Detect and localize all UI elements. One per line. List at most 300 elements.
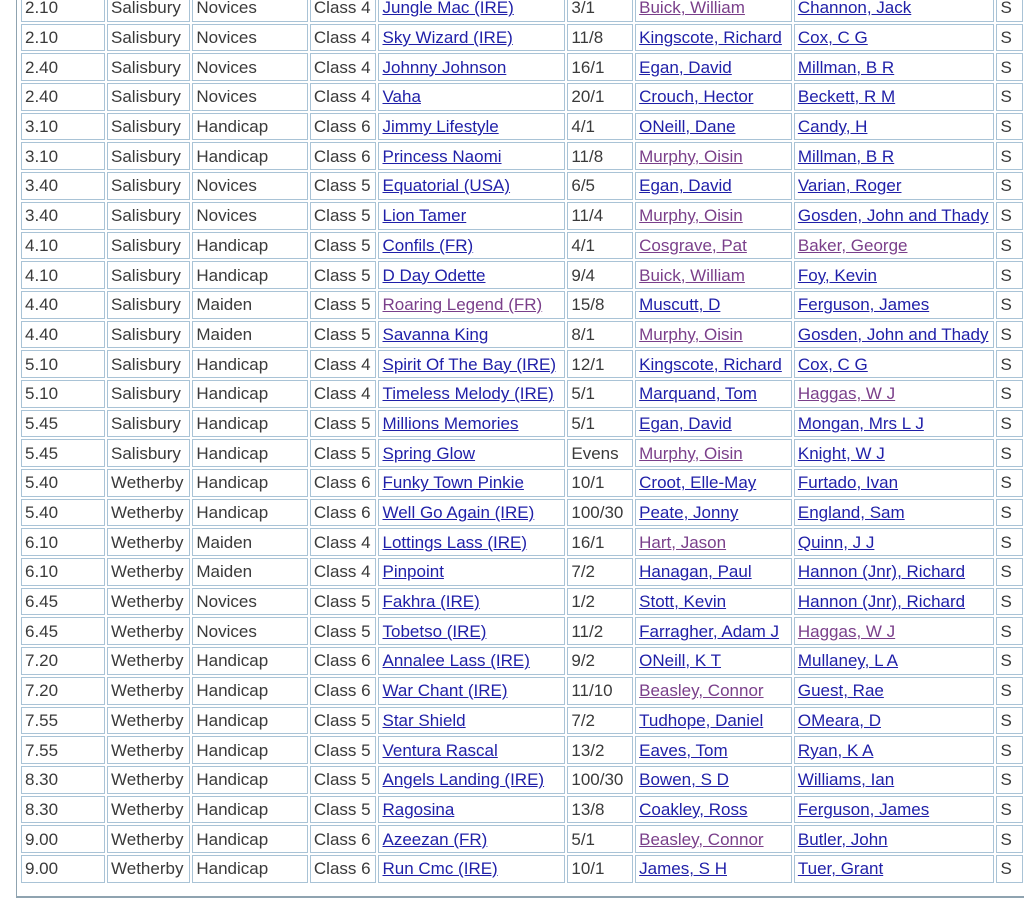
odds: 15/8	[567, 291, 633, 319]
trainer-link[interactable]: Furtado, Ivan	[797, 473, 899, 493]
jockey-link[interactable]: Bowen, S D	[639, 770, 729, 790]
odds: 3/1	[567, 0, 633, 22]
odds: 5/1	[567, 825, 633, 853]
trainer-cell	[794, 232, 995, 260]
horse-link[interactable]: Funky Town Pinkie	[382, 473, 524, 493]
table-row	[21, 647, 1023, 675]
race-type: Novices	[192, 617, 308, 645]
horse-link[interactable]: Timeless Melody (IRE)	[382, 384, 554, 404]
trainer-link[interactable]: Quinn, J J	[797, 532, 875, 552]
odds: 11/8	[567, 142, 633, 170]
race-time: 9.00	[21, 825, 105, 853]
odds: 1/2	[567, 588, 633, 616]
table-row	[21, 677, 1023, 705]
race-class: Class 6	[310, 855, 377, 883]
race-time: 5.45	[21, 410, 105, 438]
race-type: Handicap	[192, 380, 308, 408]
odds: 4/1	[567, 113, 633, 141]
horse-link[interactable]: Angels Landing (IRE)	[382, 770, 545, 790]
race-type: Maiden	[192, 291, 308, 319]
race-type: Novices	[192, 83, 308, 111]
jockey-link[interactable]: Hanagan, Paul	[639, 562, 752, 582]
jockey-link[interactable]: Stott, Kevin	[639, 592, 727, 612]
trainer-cell	[794, 647, 995, 675]
jockey-link[interactable]: Murphy, Oisin	[639, 324, 743, 344]
odds: 11/4	[567, 202, 633, 230]
race-class: Class 6	[310, 469, 377, 497]
jockey-cell	[635, 172, 792, 200]
horse-cell	[378, 736, 565, 764]
course-name: Salisbury	[107, 202, 190, 230]
race-class: Class 4	[310, 350, 377, 378]
jockey-cell	[635, 528, 792, 556]
jockey-link[interactable]: Buick, William	[639, 0, 745, 18]
odds: 16/1	[567, 528, 633, 556]
race-time: 5.40	[21, 469, 105, 497]
race-time: 6.10	[21, 558, 105, 586]
horse-link[interactable]: Sky Wizard (IRE)	[382, 28, 513, 48]
truncated-column: S	[996, 558, 1023, 586]
trainer-cell	[794, 350, 995, 378]
table-row	[21, 261, 1023, 289]
jockey-cell	[635, 855, 792, 883]
race-class: Class 4	[310, 24, 377, 52]
odds: 9/4	[567, 261, 633, 289]
race-class: Class 5	[310, 232, 377, 260]
jockey-link[interactable]: Kingscote, Richard	[639, 354, 782, 374]
jockey-cell	[635, 321, 792, 349]
trainer-cell	[794, 469, 995, 497]
jockey-cell	[635, 825, 792, 853]
horse-link[interactable]: Well Go Again (IRE)	[382, 503, 535, 523]
jockey-link[interactable]: Egan, David	[639, 413, 732, 433]
trainer-cell	[794, 736, 995, 764]
truncated-column: S	[996, 232, 1023, 260]
jockey-link[interactable]: Murphy, Oisin	[639, 146, 743, 166]
jockey-link[interactable]: Buick, William	[639, 265, 745, 285]
horse-link[interactable]: Jimmy Lifestyle	[382, 117, 499, 137]
trainer-link[interactable]: Gosden, John and Thady	[797, 324, 989, 344]
race-type: Maiden	[192, 528, 308, 556]
truncated-column: S	[996, 261, 1023, 289]
trainer-link[interactable]: Mongan, Mrs L J	[797, 413, 924, 433]
course-name: Salisbury	[107, 0, 190, 22]
table-row	[21, 439, 1023, 467]
jockey-cell	[635, 499, 792, 527]
horse-cell	[378, 380, 565, 408]
horse-link[interactable]: D Day Odette	[382, 265, 486, 285]
trainer-link[interactable]: Ferguson, James	[797, 799, 930, 819]
race-time: 3.40	[21, 202, 105, 230]
jockey-link[interactable]: Marquand, Tom	[639, 384, 757, 404]
jockey-link[interactable]: Egan, David	[639, 57, 732, 77]
course-name: Salisbury	[107, 232, 190, 260]
table-row	[21, 0, 1023, 22]
trainer-link[interactable]: Foy, Kevin	[797, 265, 877, 285]
horse-link[interactable]: Ventura Rascal	[382, 740, 498, 760]
course-name: Wetherby	[107, 825, 190, 853]
trainer-cell	[794, 617, 995, 645]
course-name: Salisbury	[107, 410, 190, 438]
race-time: 2.40	[21, 83, 105, 111]
race-type: Handicap	[192, 469, 308, 497]
jockey-link[interactable]: James, S H	[639, 859, 727, 879]
odds: 8/1	[567, 321, 633, 349]
horse-cell	[378, 232, 565, 260]
truncated-column: S	[996, 736, 1023, 764]
trainer-link[interactable]: Mullaney, L A	[797, 651, 899, 671]
table-row	[21, 113, 1023, 141]
jockey-link[interactable]: Coakley, Ross	[639, 799, 748, 819]
odds: 10/1	[567, 469, 633, 497]
horse-link[interactable]: Confils (FR)	[382, 235, 474, 255]
horse-cell	[378, 647, 565, 675]
race-time: 5.40	[21, 499, 105, 527]
race-type: Handicap	[192, 736, 308, 764]
truncated-column: S	[996, 53, 1023, 81]
trainer-cell	[794, 766, 995, 794]
jockey-cell	[635, 0, 792, 22]
race-class: Class 4	[310, 380, 377, 408]
race-time: 4.40	[21, 321, 105, 349]
horse-link[interactable]: Annalee Lass (IRE)	[382, 651, 530, 671]
trainer-link[interactable]: Cox, C G	[797, 28, 868, 48]
race-class: Class 6	[310, 825, 377, 853]
truncated-column: S	[996, 83, 1023, 111]
trainer-cell	[794, 410, 995, 438]
jockey-link[interactable]: Cosgrave, Pat	[639, 235, 747, 255]
course-name: Salisbury	[107, 172, 190, 200]
race-class: Class 5	[310, 736, 377, 764]
horse-link[interactable]: Vaha	[382, 87, 421, 107]
jockey-link[interactable]: Kingscote, Richard	[639, 28, 782, 48]
trainer-cell	[794, 113, 995, 141]
jockey-cell	[635, 766, 792, 794]
race-class: Class 4	[310, 528, 377, 556]
race-type: Handicap	[192, 499, 308, 527]
race-type: Handicap	[192, 766, 308, 794]
course-name: Salisbury	[107, 83, 190, 111]
race-type: Handicap	[192, 113, 308, 141]
race-class: Class 5	[310, 321, 377, 349]
truncated-column: S	[996, 499, 1023, 527]
trainer-link[interactable]: Hannon (Jnr), Richard	[797, 592, 966, 612]
jockey-link[interactable]: Farragher, Adam J	[639, 621, 779, 641]
jockey-link[interactable]: Murphy, Oisin	[639, 443, 743, 463]
race-class: Class 4	[310, 0, 377, 22]
horse-cell	[378, 202, 565, 230]
jockey-link[interactable]: ONeill, K T	[639, 651, 722, 671]
horse-cell	[378, 291, 565, 319]
jockey-link[interactable]: Hart, Jason	[639, 532, 727, 552]
jockey-link[interactable]: Murphy, Oisin	[639, 206, 743, 226]
table-row	[21, 202, 1023, 230]
race-time: 4.40	[21, 291, 105, 319]
jockey-cell	[635, 83, 792, 111]
jockey-cell	[635, 617, 792, 645]
race-type: Novices	[192, 172, 308, 200]
course-name: Salisbury	[107, 24, 190, 52]
trainer-link[interactable]: Beckett, R M	[797, 87, 896, 107]
table-row	[21, 617, 1023, 645]
horse-link[interactable]: Lion Tamer	[382, 206, 467, 226]
race-type: Maiden	[192, 321, 308, 349]
race-time: 5.10	[21, 380, 105, 408]
race-class: Class 5	[310, 766, 377, 794]
trainer-cell	[794, 53, 995, 81]
horse-link[interactable]: Spirit Of The Bay (IRE)	[382, 354, 556, 374]
horse-link[interactable]: Princess Naomi	[382, 146, 502, 166]
jockey-link[interactable]: Croot, Elle-May	[639, 473, 757, 493]
trainer-cell	[794, 261, 995, 289]
race-time: 9.00	[21, 855, 105, 883]
trainer-cell	[794, 202, 995, 230]
race-class: Class 6	[310, 677, 377, 705]
truncated-column: S	[996, 855, 1023, 883]
trainer-link[interactable]: Knight, W J	[797, 443, 885, 463]
horse-link[interactable]: Lottings Lass (IRE)	[382, 532, 528, 552]
jockey-cell	[635, 291, 792, 319]
race-class: Class 5	[310, 707, 377, 735]
horse-cell	[378, 528, 565, 556]
jockey-link[interactable]: Peate, Jonny	[639, 503, 739, 523]
jockey-link[interactable]: Beasley, Connor	[639, 829, 764, 849]
trainer-link[interactable]: Ferguson, James	[797, 295, 930, 315]
horse-link[interactable]: Tobetso (IRE)	[382, 621, 487, 641]
race-selections-table	[19, 0, 1024, 885]
trainer-link[interactable]: Guest, Rae	[797, 681, 884, 701]
race-type: Handicap	[192, 142, 308, 170]
odds: 10/1	[567, 855, 633, 883]
race-time: 7.20	[21, 677, 105, 705]
race-type: Handicap	[192, 855, 308, 883]
horse-link[interactable]: Azeezan (FR)	[382, 829, 488, 849]
jockey-cell	[635, 24, 792, 52]
jockey-cell	[635, 410, 792, 438]
course-name: Salisbury	[107, 261, 190, 289]
trainer-link[interactable]: Channon, Jack	[797, 0, 912, 18]
trainer-link[interactable]: Butler, John	[797, 829, 888, 849]
trainer-cell	[794, 83, 995, 111]
table-row	[21, 736, 1023, 764]
race-time: 6.10	[21, 528, 105, 556]
odds: 13/2	[567, 736, 633, 764]
trainer-link[interactable]: England, Sam	[797, 503, 905, 523]
race-time: 2.40	[21, 53, 105, 81]
jockey-link[interactable]: Muscutt, D	[639, 295, 721, 315]
race-class: Class 5	[310, 202, 377, 230]
truncated-column: S	[996, 321, 1023, 349]
table-row	[21, 766, 1023, 794]
race-time: 6.45	[21, 588, 105, 616]
horse-cell	[378, 113, 565, 141]
jockey-link[interactable]: ONeill, Dane	[639, 117, 736, 137]
truncated-column: S	[996, 142, 1023, 170]
jockey-link[interactable]: Beasley, Connor	[639, 681, 764, 701]
race-table-container	[16, 0, 1024, 898]
race-class: Class 5	[310, 796, 377, 824]
horse-link[interactable]: Spring Glow	[382, 443, 476, 463]
jockey-link[interactable]: Tudhope, Daniel	[639, 710, 764, 730]
horse-link[interactable]: Equatorial (USA)	[382, 176, 511, 196]
jockey-cell	[635, 380, 792, 408]
truncated-column: S	[996, 113, 1023, 141]
odds: 100/30	[567, 499, 633, 527]
horse-cell	[378, 499, 565, 527]
race-type: Novices	[192, 24, 308, 52]
jockey-cell	[635, 142, 792, 170]
jockey-cell	[635, 53, 792, 81]
odds: 4/1	[567, 232, 633, 260]
trainer-link[interactable]: Varian, Roger	[797, 176, 902, 196]
truncated-column: S	[996, 439, 1023, 467]
race-time: 8.30	[21, 796, 105, 824]
horse-link[interactable]: Jungle Mac (IRE)	[382, 0, 514, 18]
horse-link[interactable]: Fakhra (IRE)	[382, 592, 480, 612]
horse-link[interactable]: Pinpoint	[382, 562, 444, 582]
race-class: Class 4	[310, 53, 377, 81]
jockey-cell	[635, 439, 792, 467]
odds: 11/10	[567, 677, 633, 705]
odds: 20/1	[567, 83, 633, 111]
horse-cell	[378, 766, 565, 794]
horse-cell	[378, 350, 565, 378]
trainer-cell	[794, 825, 995, 853]
horse-link[interactable]: War Chant (IRE)	[382, 681, 508, 701]
jockey-cell	[635, 796, 792, 824]
odds: Evens	[567, 439, 633, 467]
course-name: Wetherby	[107, 736, 190, 764]
table-row	[21, 291, 1023, 319]
race-type: Novices	[192, 588, 308, 616]
trainer-link[interactable]: Candy, H	[797, 117, 868, 137]
jockey-link[interactable]: Eaves, Tom	[639, 740, 728, 760]
truncated-column: S	[996, 291, 1023, 319]
course-name: Salisbury	[107, 380, 190, 408]
race-class: Class 5	[310, 261, 377, 289]
trainer-link[interactable]: Millman, B R	[797, 57, 895, 77]
jockey-cell	[635, 588, 792, 616]
course-name: Wetherby	[107, 528, 190, 556]
course-name: Salisbury	[107, 142, 190, 170]
course-name: Salisbury	[107, 321, 190, 349]
jockey-cell	[635, 202, 792, 230]
race-class: Class 6	[310, 499, 377, 527]
race-type: Handicap	[192, 796, 308, 824]
race-type: Maiden	[192, 558, 308, 586]
truncated-column: S	[996, 0, 1023, 22]
horse-cell	[378, 796, 565, 824]
trainer-link[interactable]: Millman, B R	[797, 146, 895, 166]
odds: 16/1	[567, 53, 633, 81]
trainer-cell	[794, 172, 995, 200]
trainer-link[interactable]: Baker, George	[797, 235, 908, 255]
jockey-link[interactable]: Egan, David	[639, 176, 732, 196]
race-type: Handicap	[192, 707, 308, 735]
table-row	[21, 321, 1023, 349]
course-name: Wetherby	[107, 707, 190, 735]
horse-link[interactable]: Run Cmc (IRE)	[382, 859, 498, 879]
race-type: Handicap	[192, 677, 308, 705]
trainer-link[interactable]: Haggas, W J	[797, 384, 896, 404]
horse-cell	[378, 825, 565, 853]
horse-cell	[378, 439, 565, 467]
trainer-cell	[794, 528, 995, 556]
truncated-column: S	[996, 24, 1023, 52]
jockey-link[interactable]: Crouch, Hector	[639, 87, 754, 107]
horse-link[interactable]: Millions Memories	[382, 413, 519, 433]
trainer-link[interactable]: Hannon (Jnr), Richard	[797, 562, 966, 582]
horse-link[interactable]: Roaring Legend (FR)	[382, 295, 543, 315]
trainer-cell	[794, 558, 995, 586]
course-name: Wetherby	[107, 558, 190, 586]
race-type: Handicap	[192, 350, 308, 378]
horse-link[interactable]: Savanna King	[382, 324, 489, 344]
odds: 12/1	[567, 350, 633, 378]
trainer-link[interactable]: Haggas, W J	[797, 621, 896, 641]
course-name: Salisbury	[107, 113, 190, 141]
odds: 13/8	[567, 796, 633, 824]
horse-link[interactable]: Ragosina	[382, 799, 455, 819]
trainer-link[interactable]: Gosden, John and Thady	[797, 206, 989, 226]
race-class: Class 6	[310, 647, 377, 675]
table-row	[21, 232, 1023, 260]
race-class: Class 5	[310, 291, 377, 319]
trainer-link[interactable]: Cox, C G	[797, 354, 868, 374]
jockey-cell	[635, 707, 792, 735]
race-class: Class 5	[310, 439, 377, 467]
race-class: Class 5	[310, 410, 377, 438]
jockey-cell	[635, 350, 792, 378]
horse-cell	[378, 321, 565, 349]
race-type: Novices	[192, 53, 308, 81]
race-type: Novices	[192, 202, 308, 230]
truncated-column: S	[996, 617, 1023, 645]
horse-cell	[378, 261, 565, 289]
table-row	[21, 142, 1023, 170]
horse-cell	[378, 588, 565, 616]
horse-cell	[378, 558, 565, 586]
table-row	[21, 83, 1023, 111]
truncated-column: S	[996, 677, 1023, 705]
horse-cell	[378, 83, 565, 111]
horse-cell	[378, 617, 565, 645]
table-row	[21, 410, 1023, 438]
race-time: 7.55	[21, 736, 105, 764]
horse-link[interactable]: Johnny Johnson	[382, 57, 507, 77]
trainer-cell	[794, 439, 995, 467]
horse-cell	[378, 172, 565, 200]
race-time: 6.45	[21, 617, 105, 645]
truncated-column: S	[996, 380, 1023, 408]
course-name: Wetherby	[107, 469, 190, 497]
horse-link[interactable]: Star Shield	[382, 710, 466, 730]
odds: 6/5	[567, 172, 633, 200]
table-row	[21, 380, 1023, 408]
race-time: 3.10	[21, 113, 105, 141]
trainer-link[interactable]: Williams, Ian	[797, 770, 895, 790]
course-name: Wetherby	[107, 677, 190, 705]
trainer-cell	[794, 707, 995, 735]
race-class: Class 5	[310, 588, 377, 616]
truncated-column: S	[996, 707, 1023, 735]
trainer-link[interactable]: Ryan, K A	[797, 740, 874, 760]
truncated-column: S	[996, 647, 1023, 675]
race-time: 3.10	[21, 142, 105, 170]
trainer-link[interactable]: Tuer, Grant	[797, 859, 884, 879]
odds: 9/2	[567, 647, 633, 675]
trainer-link[interactable]: OMeara, D	[797, 710, 881, 730]
